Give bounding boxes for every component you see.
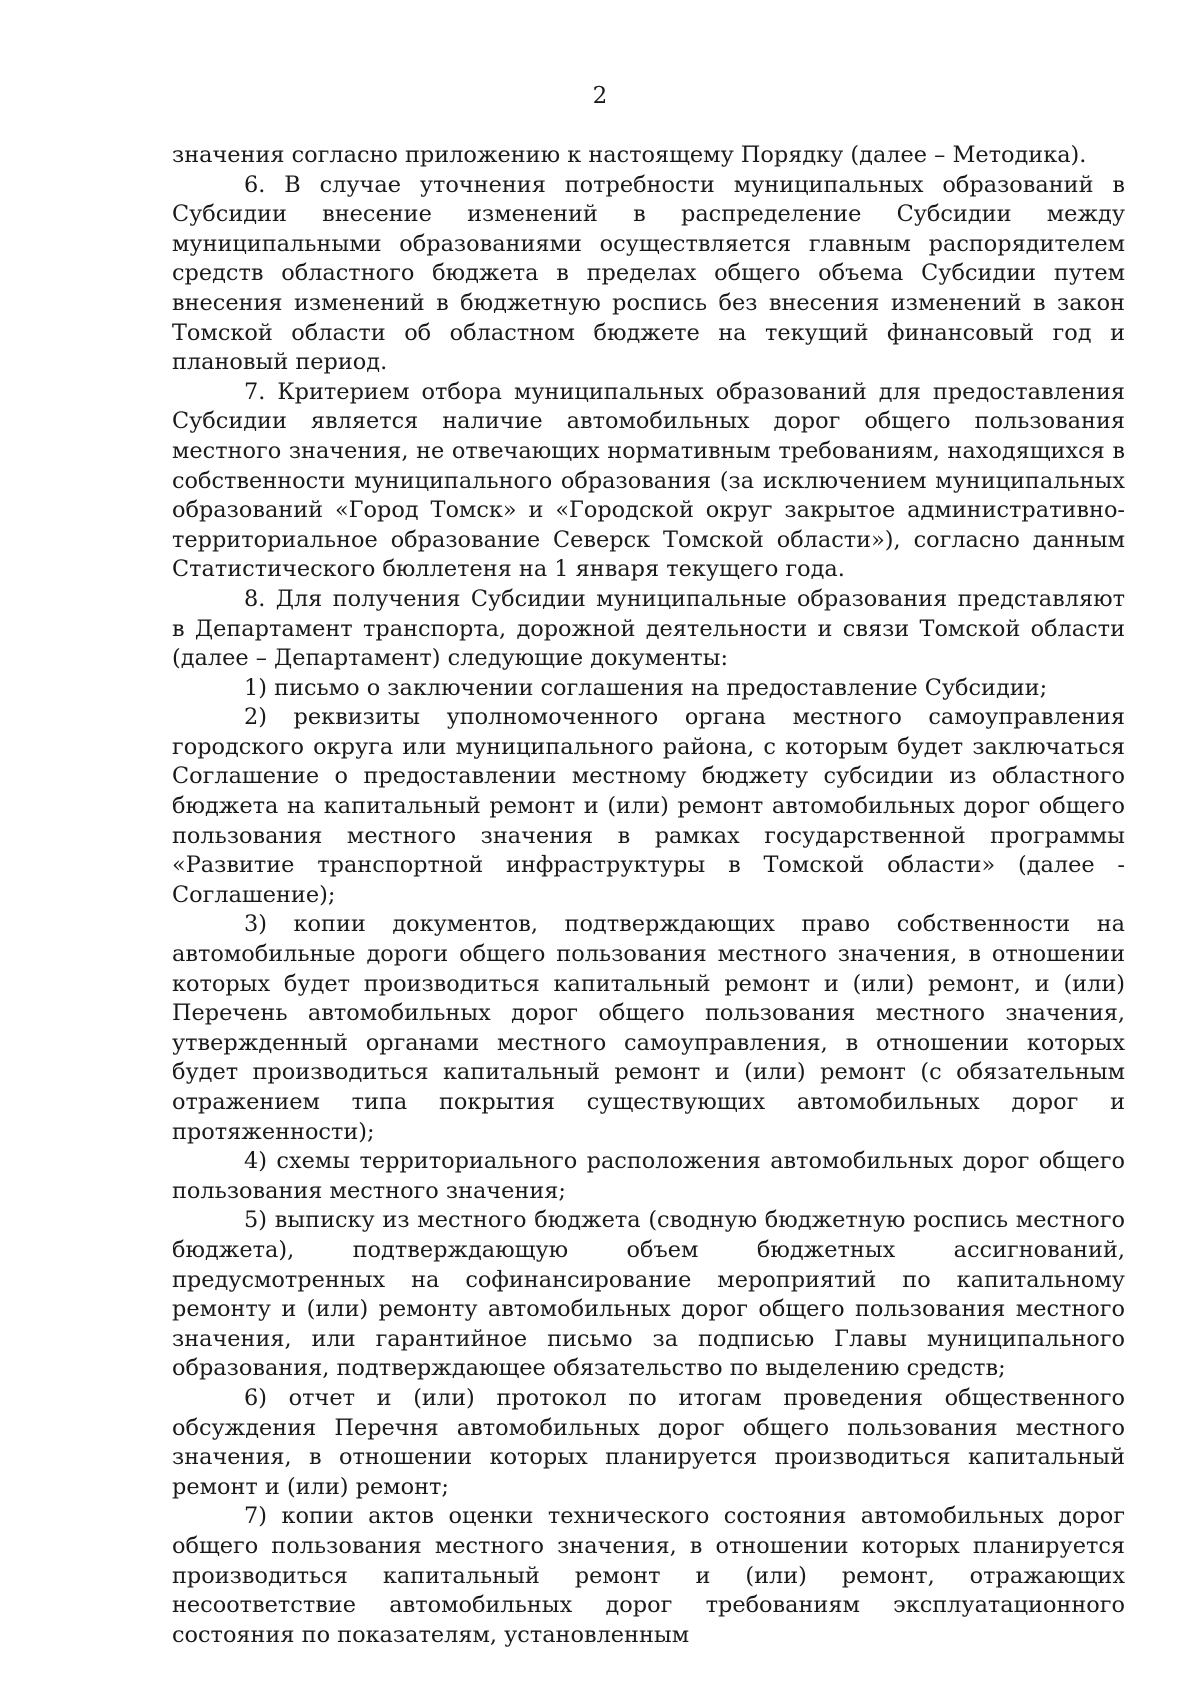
paragraph-item-6: 6. В случае уточнения потребности муниципальных образований в Субсидии внесение изменений в распределение Субсидии между муниципальными образованиями осуществляется главным распорядителем средств областного бюджета в пределах общего объема Субсидии путем внесения изменений в бюджетную роспись без внесения изменений в закон Томской области об областном бюджете на текущий финансовый год и плановый период. bbox=[172, 171, 1125, 376]
subitem-7: 7) копии актов оценки технического состояния автомобильных дорог общего пользования местного значения, в отношении которых планируется производиться капитальный ремонт и (или) ремонт, отражающих несоответствие автомобильных дорог требованиям эксплуатационного состояния по показателям, установленным bbox=[172, 1503, 1125, 1648]
subitem-2: 2) реквизиты уполномоченного органа местного самоуправления городского округа или муниципального района, с которым будет заключаться Соглашение о предоставлении местному бюджету субсидии из областного бюджета на капитальный ремонт и (или) ремонт автомобильных дорог общего пользования местного значения в рамках государственной программы «Развитие транспортной инфраструктуры в Томской области» (далее - Соглашение); bbox=[172, 704, 1125, 908]
document-body bbox=[172, 141, 1125, 1650]
paragraph-continuation: значения согласно приложению к настоящему Порядку (далее – Методика). bbox=[172, 142, 1087, 168]
subitem-1: 1) письмо о заключении соглашения на предоставление Субсидии; bbox=[244, 674, 1048, 701]
subitem-5: 5) выписку из местного бюджета (сводную бюджетную роспись местного бюджета), подтверждающую объем бюджетных ассигнований, предусмотренных на софинансирование мероприятий по капитальному ремонту и (или) ремонту автомобильных дорог общего пользования местного значения, или гарантийное письмо за подписью Главы муниципального образования, подтверждающее обязательство по выделению средств; bbox=[172, 1207, 1125, 1382]
subitem-4: 4) схемы территориального расположения автомобильных дорог общего пользования местного значения; bbox=[172, 1148, 1125, 1204]
subitem-3: 3) копии документов, подтверждающих право собственности на автомобильные дороги общего пользования местного значения, в отношении которых будет производиться капитальный ремонт и (или) ремонт, и (или) Перечень автомобильных дорог общего пользования местного значения, утвержденный органами местного самоуправления, в отношении которых будет производиться капитальный ремонт и (или) ремонт (с обязательным отражением типа покрытия существующих автомобильных дорог и протяженности); bbox=[172, 911, 1125, 1145]
subitem-6: 6) отчет и (или) протокол по итогам проведения общественного обсуждения Перечня автомобильных дорог общего пользования местного значения, в отношении которых планируется производиться капитальный ремонт и (или) ремонт; bbox=[172, 1384, 1125, 1500]
paragraph-item-8: 8. Для получения Субсидии муниципальные образования представляют в Департамент транспорта, дорожной деятельности и связи Томской области (далее – Департамент) следующие документы: bbox=[172, 585, 1125, 672]
page-number: 2 bbox=[592, 83, 608, 109]
paragraph-item-7: 7. Критерием отбора муниципальных образований для предоставления Субсидии является наличие автомобильных дорог общего пользования местного значения, не отвечающих нормативным требованиям, находящихся в собственности муниципального образования (за исключением муниципальных образований «Город Томск» и «Городской округ закрытое административно-территориальное образование Северск Томской области»), согласно данным Статистического бюллетеня на 1 января текущего года. bbox=[172, 378, 1125, 583]
